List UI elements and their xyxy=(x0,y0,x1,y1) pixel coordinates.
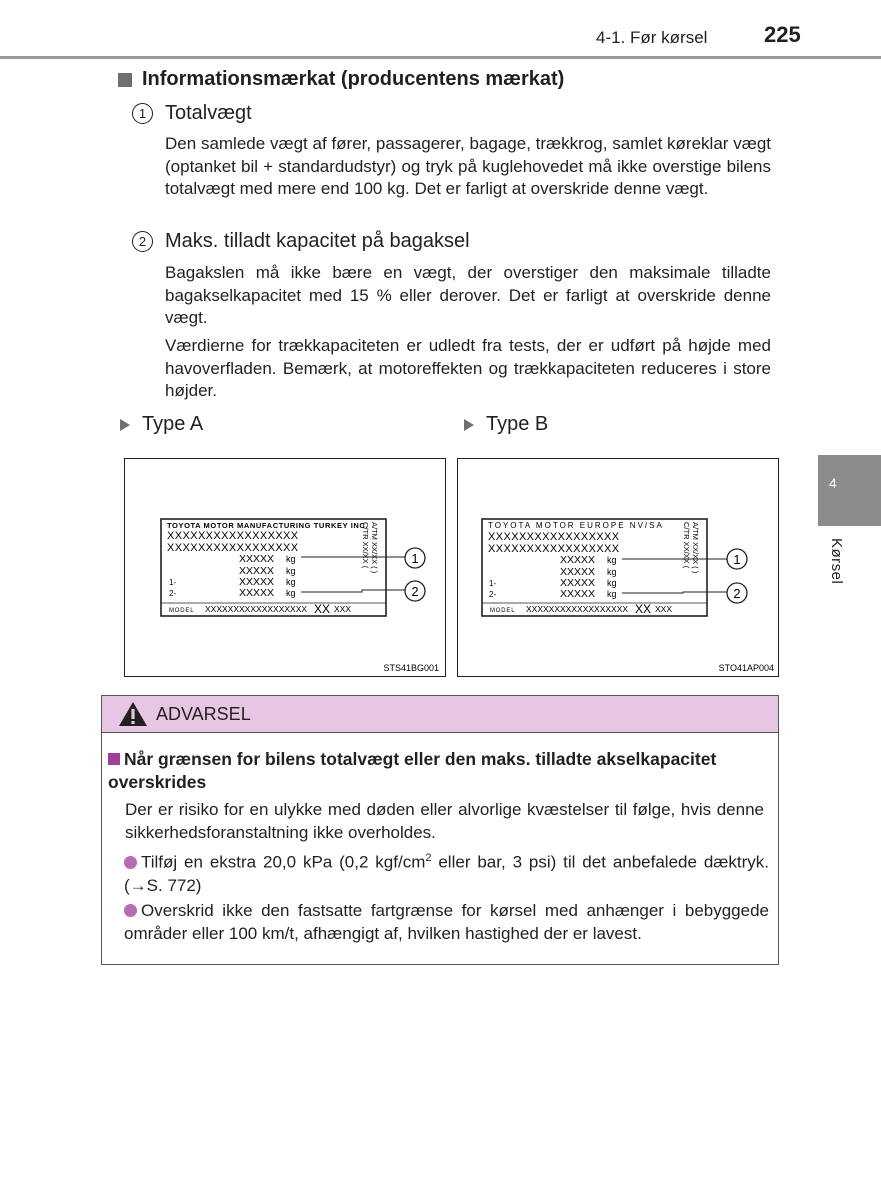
warning-title xyxy=(108,748,778,794)
plate-model-label: MODEL xyxy=(169,608,195,614)
plate-weight-1: XXXXX xyxy=(560,554,596,566)
plate-axle-1: 1- xyxy=(489,579,497,588)
label-plate-illustration xyxy=(125,459,445,676)
plate-model-code: XXXXXXXXXXXXXXXXXX xyxy=(205,604,308,614)
warning-square-icon xyxy=(108,753,120,765)
plate-line-2: XXXXXXXXXXXXXXXXX xyxy=(488,543,620,555)
chapter-section: 4-1. Før kørsel xyxy=(596,28,708,47)
plate-side-text-a: C/TR XX/XX ( xyxy=(361,522,370,569)
header-rule xyxy=(0,56,881,59)
plate-unit: kg xyxy=(286,566,296,576)
chapter-tab-number: 4 xyxy=(829,475,837,491)
plate-unit: kg xyxy=(607,567,617,577)
figure-type-b xyxy=(457,458,779,677)
plate-weight-2: XXXXX xyxy=(560,566,596,578)
bullet-text: Overskrid ikke den fastsatte fartgrænse for kørsel med anhænger i bebyggede områder eller 100 km/t, afhængigt af, hvilken hastighed der er lavest. xyxy=(124,901,769,943)
plate-line-1: XXXXXXXXXXXXXXXXX xyxy=(167,530,299,542)
warning-label: ADVARSEL xyxy=(156,703,251,724)
section-title-text: Informationsmærkat (producentens mærkat) xyxy=(142,68,565,90)
item-heading-text: Totalvægt xyxy=(165,102,252,124)
plate-axle-1: 1- xyxy=(169,578,177,587)
triangle-bullet-icon xyxy=(464,419,474,431)
callout-number-2: 2 xyxy=(411,584,419,599)
section-square-icon xyxy=(118,73,132,87)
type-label-text: Type B xyxy=(486,413,549,435)
figure-type-a xyxy=(124,458,446,677)
item-heading-1 xyxy=(132,102,252,125)
callout-number-2: 2 xyxy=(733,586,741,601)
plate-model-suffix: XX xyxy=(314,602,331,616)
bullet-dot-icon xyxy=(124,904,137,917)
plate-unit: kg xyxy=(607,555,617,565)
plate-weight-4: XXXXX xyxy=(560,588,596,600)
plate-model-code: XXXXXXXXXXXXXXXXXX xyxy=(526,604,629,614)
triangle-bullet-icon xyxy=(120,419,130,431)
plate-axle-2: 2- xyxy=(169,589,177,598)
label-plate-illustration xyxy=(458,459,778,676)
warning-text: Der er risiko for en ulykke med døden eller alvorlige kvæstelser til følge, hvis denne sikkerhedsforanstaltning ikke overholdes. xyxy=(125,800,764,842)
plate-model-suffix: XX xyxy=(635,602,652,616)
item-heading-2 xyxy=(132,230,470,253)
plate-side-text-b: A/TM XX/XX ( ) xyxy=(691,522,700,574)
warning-bullet-1 xyxy=(124,847,769,897)
figure-code: STS41BG001 xyxy=(383,663,439,673)
plate-axle-2: 2- xyxy=(489,590,497,599)
warning-bullet-2 xyxy=(124,899,769,945)
plate-side-text-a: C/TR XX/XX ( xyxy=(682,522,691,569)
callout-number-1: 1 xyxy=(411,551,419,566)
chapter-tab-label: Kørsel xyxy=(828,538,845,585)
type-b-label xyxy=(464,413,548,436)
bullet-superscript: 2 xyxy=(425,852,432,864)
circled-number-icon: 2 xyxy=(132,231,153,252)
plate-manufacturer: TOYOTA MOTOR EUROPE NV/SA xyxy=(488,521,664,530)
circled-number-icon: 1 xyxy=(132,103,153,124)
plate-weight-3: XXXXX xyxy=(560,577,596,589)
plate-weight-4: XXXXX xyxy=(239,587,275,599)
item-heading-text: Maks. tilladt kapacitet på bagaksel xyxy=(165,230,470,252)
plate-weight-3: XXXXX xyxy=(239,576,275,588)
plate-line-2: XXXXXXXXXXXXXXXXX xyxy=(167,542,299,554)
bullet-text: Tilføj en ekstra 20,0 kPa (0,2 kgf/cm xyxy=(141,852,426,872)
plate-unit: kg xyxy=(607,578,617,588)
plate-model-label: MODEL xyxy=(490,608,516,614)
plate-unit: kg xyxy=(286,588,296,598)
warning-box xyxy=(101,695,779,965)
item-paragraph: Værdierne for trækkapaciteten er udledt fra tests, der er udført på højde med havoverfladen. Bemærk, at motoreffekten og trækkapaciteten reduceres i store højder. xyxy=(165,336,771,400)
warning-title-text: Når grænsen for bilens totalvægt eller den maks. tilladte akselkapacitet overskrides xyxy=(108,749,717,792)
bullet-text: eller bar, 3 psi) til det anbefalede dæktryk. (→S. 772) xyxy=(124,852,769,895)
plate-manufacturer: TOYOTA MOTOR MANUFACTURING TURKEY INC. xyxy=(167,521,369,530)
plate-unit: kg xyxy=(286,577,296,587)
type-label-text: Type A xyxy=(142,413,204,435)
item-paragraph: Bagakslen må ikke bære en vægt, der overstiger den maksimale tilladte bagakselkapacitet med 15 % eller derover. Det er farligt at overskride denne vægt. xyxy=(165,263,771,327)
plate-model-tail: XXX xyxy=(655,604,673,614)
type-a-label xyxy=(120,413,203,436)
page-number: 225 xyxy=(764,22,801,47)
warning-triangle-icon xyxy=(118,701,148,727)
plate-line-1: XXXXXXXXXXXXXXXXX xyxy=(488,531,620,543)
item-paragraph: Den samlede vægt af fører, passagerer, bagage, trækkrog, samlet køreklar vægt (optanket bil + standardudstyr) og tryk på kuglehovedet må ikke overstige bilens totalvægt med mere end 100 kg. Det er farligt at overskride denne vægt. xyxy=(165,134,771,198)
plate-weight-1: XXXXX xyxy=(239,553,275,565)
plate-unit: kg xyxy=(286,554,296,564)
plate-weight-2: XXXXX xyxy=(239,565,275,577)
figure-code: STO41AP004 xyxy=(718,663,774,673)
plate-model-tail: XXX xyxy=(334,604,352,614)
chapter-tab xyxy=(818,455,881,526)
plate-unit: kg xyxy=(607,589,617,599)
bullet-dot-icon xyxy=(124,856,137,869)
callout-number-1: 1 xyxy=(733,552,741,567)
warning-header xyxy=(102,696,778,733)
plate-side-text-b: A/TM XX/XX ( ) xyxy=(370,522,379,574)
section-title xyxy=(118,68,564,91)
